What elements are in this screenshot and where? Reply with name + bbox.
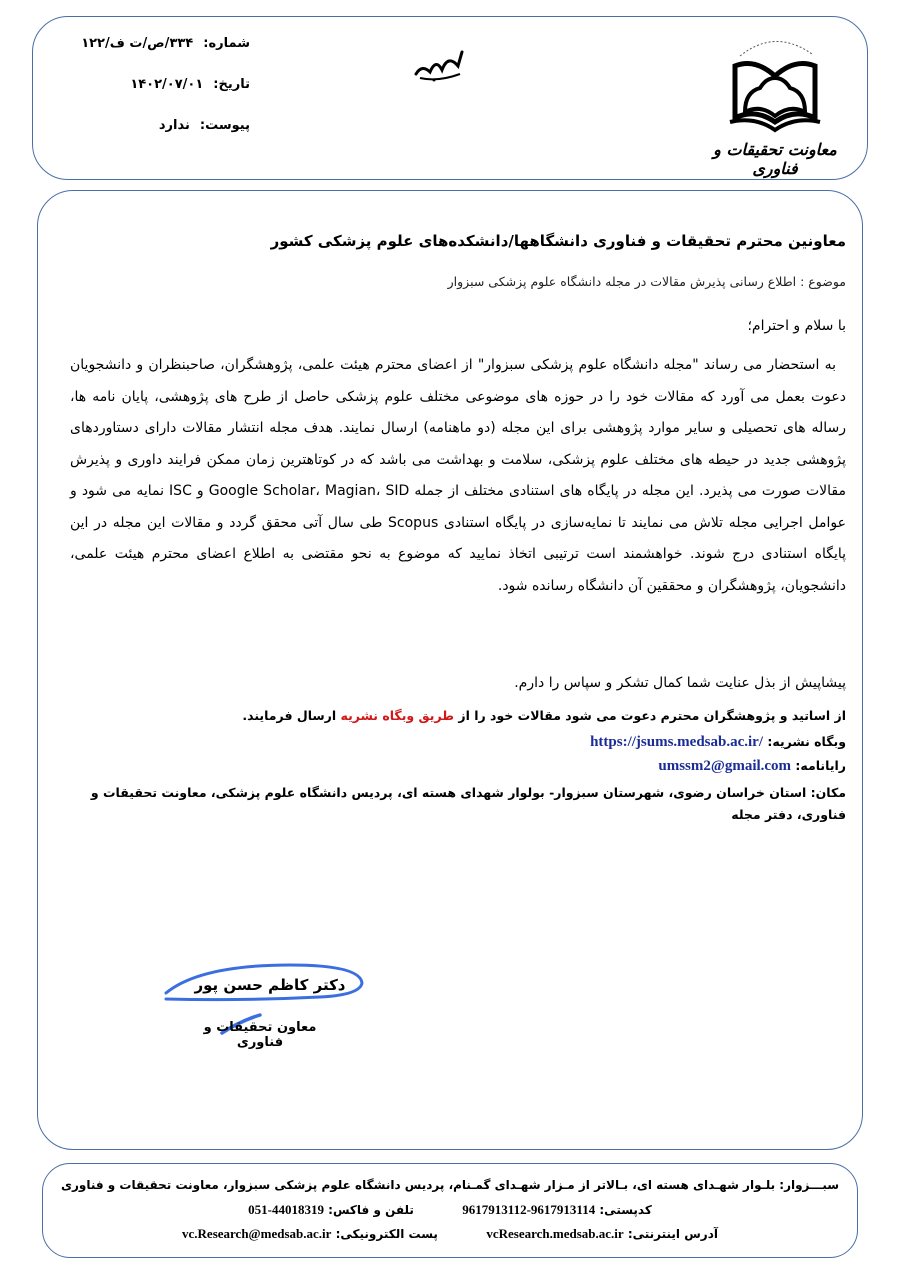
office-address: مکان: استان خراسان رضوی، شهرستان سبزوار- بولوار شهدای هسته ای، پردیس دانشگاه علوم پزشکی، معاونت تحقیقات و فناوری، دفتر مجله — [90, 785, 846, 822]
closing-thanks: پیشاپیش از بذل عنایت شما کمال تشکر و سپاس را دارم. — [514, 675, 846, 691]
invite-highlight: طریق وبگاه نشریه — [340, 708, 455, 723]
journal-website — [70, 734, 846, 751]
bismillah-calligraphy-icon — [412, 44, 466, 84]
invite-text-end: ارسال فرمایند. — [242, 708, 341, 723]
number-label: شماره: — [203, 36, 250, 51]
email-link[interactable]: umssm2@gmail.com — [658, 758, 792, 774]
footer-web-line — [60, 1226, 840, 1242]
postal-label: کدپستی: — [595, 1203, 652, 1217]
letter-meta — [70, 36, 250, 159]
greeting: با سلام و احترام؛ — [747, 318, 846, 334]
web-label: آدرس اینترنتی: — [623, 1227, 718, 1241]
invite-text: از اساتید و پژوهشگران محترم دعوت می شود مقالات خود را از — [454, 708, 846, 723]
letter-number — [70, 36, 250, 77]
number-value: ۳۳۴/ص/ت ف/۱۲۲ — [81, 36, 194, 51]
signatory-name: دکتر کاظم حسن پور — [194, 976, 346, 994]
footer-address: سبـــزوار: بلـوار شهـدای هسته ای، بـالاتر از مـزار شهـدای گمـنام، پردیس دانشگاه علوم پزشکی سبزوار، معاونت تحقیقات و فناوری — [60, 1178, 840, 1192]
footer-contact-line — [60, 1202, 840, 1218]
journal-email — [70, 758, 846, 775]
signatory-title: معاون تحقیقات و فناوری — [203, 1020, 317, 1050]
letter-attachment — [70, 118, 250, 159]
date-value: ۱۴۰۲/۰۷/۰۱ — [130, 77, 204, 92]
letter-body-paragraph: به استحضار می رساند "مجله دانشگاه علوم پزشکی سبزوار" از اعضای محترم هیئت علمی، پژوهشگران، صاحبنظران و دانشجویان دعوت بعمل می آورد که مقالات خود را در حوزه های موضوعی مختلف علوم پزشکی حاصل از طرح های پژوهشی، پایان نامه ها، رساله های تحصیلی و سایر موارد پژوهشی برای این مجله (دو ماهنامه) ارسال نمایند. هدف مجله انتشار مقالات دارای دستاوردهای پژوهشی جدید در حیطه های مختلف علوم پزشکی، سلامت و بهداشت می باشد که در کوتاهترین زمان ممکن فرایند داوری و پذیرش مقالات صورت می پذیرد. این مجله در پایگاه های استنادی مختلف از جمله Google Scholar، Magian، SID و ISC نمایه می شود و عوامل اجرایی مجله تلاش می نمایند تا نمایه‌سازی در پایگاه استنادی Scopus طی سال آتی محقق گردد و مقالات این مجله در این پایگاه استنادی درج شوند. خواهشمند است ترتیبی اتخاذ نمایید که موضوع به نحو مقتضی به اطلاع اعضای محترم هیئت علمی، دانشجویان، پژوهشگران و محققین آن دانشگاه رسانده شود. — [70, 357, 847, 594]
website-label: وبگاه نشریه: — [763, 734, 846, 749]
footer-email-link[interactable]: vc.Research@medsab.ac.ir — [182, 1226, 332, 1241]
phone-label: تلفن و فاکس: — [323, 1203, 414, 1217]
recipient-line: معاونین محترم تحقیقات و فناوری دانشگاهها/دانشکده‌های علوم پزشکی کشور — [270, 232, 846, 250]
postal-code: 9617913112-9617913114 — [462, 1202, 596, 1217]
footer-email-label: پست الکترونیکی: — [331, 1227, 438, 1241]
phone-number: 051-44018319 — [248, 1202, 324, 1217]
email-label: رایانامه: — [791, 758, 846, 773]
attachment-label: پیوست: — [199, 118, 250, 133]
subject-line: موضوع : اطلاع رسانی پذیرش مقالات در مجله دانشگاه علوم پزشکی سبزوار — [447, 274, 846, 289]
letter-date — [70, 77, 250, 118]
website-link[interactable]: https://jsums.medsab.ac.ir/ — [590, 734, 764, 750]
website-footer-link[interactable]: vcResearch.medsab.ac.ir — [486, 1226, 624, 1241]
submission-invitation — [70, 708, 846, 723]
date-label: تاریخ: — [213, 77, 250, 92]
attachment-value: ندارد — [158, 118, 190, 133]
logo-caption: معاونت تحقیقات و فناوری — [713, 140, 837, 178]
